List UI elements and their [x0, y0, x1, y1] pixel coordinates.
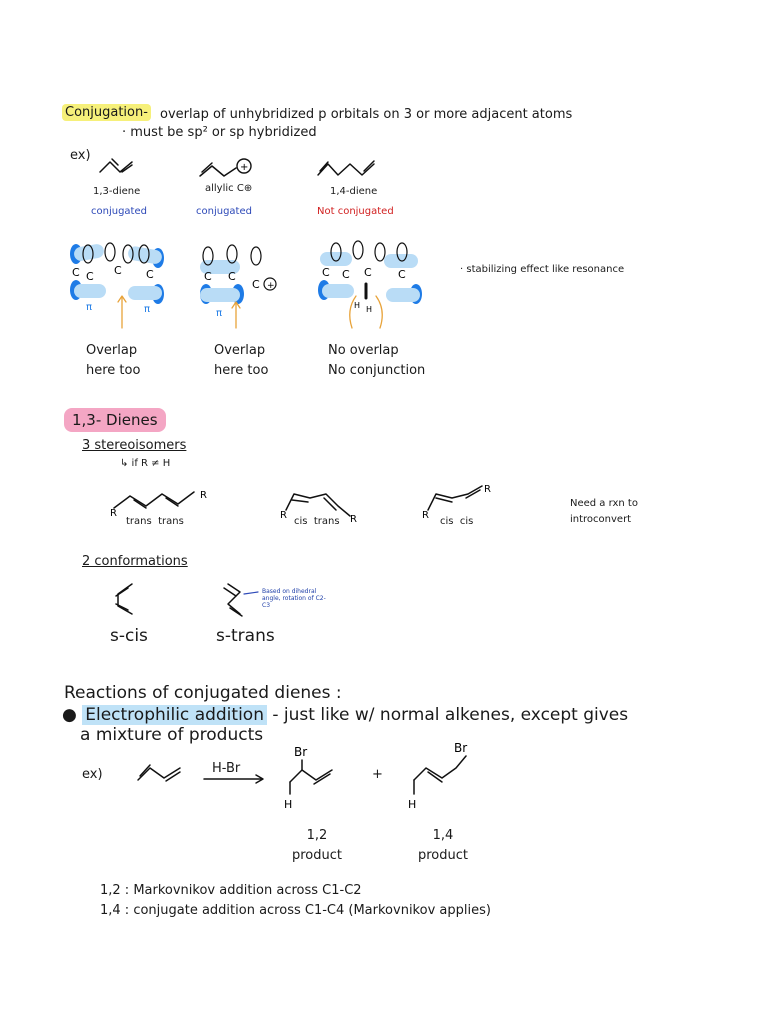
reactions-title: Reactions of conjugated dienes :: [64, 683, 342, 703]
note-14-addition: 1,4 : conjugate addition across C1-C4 (Markovnikov applies): [100, 903, 491, 918]
interconvert-note: Need a rxn to introconvert: [570, 498, 638, 525]
svg-text:C: C: [322, 266, 330, 279]
mixture-text: a mixture of products: [80, 725, 264, 745]
product-12-structure: [278, 746, 348, 810]
svg-text:H: H: [354, 301, 361, 310]
svg-text:H: H: [284, 798, 293, 811]
plus-sign: +: [372, 767, 383, 782]
svg-text:H: H: [408, 798, 417, 811]
svg-text:R: R: [280, 510, 287, 521]
orbital-diagram-allylic: [196, 244, 282, 330]
stereoisomers-note: ↳ if R ≠ H: [120, 458, 171, 469]
conjugation-definition: overlap of unhybridized p orbitals on 3 or more adjacent atoms: [160, 107, 573, 122]
hybridization-note: · must be sp² or sp hybridized: [122, 125, 317, 140]
s-trans-structure: [220, 582, 252, 618]
isomer-label-2: cis trans: [294, 516, 340, 527]
svg-text:Br: Br: [294, 745, 308, 759]
product-14-structure: [402, 740, 482, 810]
diene-13-structure: [98, 155, 138, 175]
reagent-label: H-Br: [212, 761, 241, 776]
isomer-label-3: cis cis: [440, 516, 474, 527]
svg-text:R: R: [350, 514, 357, 525]
stereoisomers-heading: 3 stereoisomers: [82, 438, 187, 453]
orbital-diagram-nonconjugated: [316, 240, 426, 332]
product-12-label: 1,2 product: [292, 828, 343, 863]
s-cis-label: s-cis: [110, 626, 148, 646]
svg-text:R: R: [200, 490, 207, 501]
bullet-dot: ●: [62, 705, 77, 725]
svg-text:+: +: [267, 281, 275, 291]
orbital-note: · stabilizing effect like resonance: [460, 264, 625, 275]
example-name-1: 1,3-diene: [93, 186, 141, 197]
svg-text:C: C: [228, 270, 236, 283]
svg-text:π: π: [86, 302, 93, 313]
orbital-label-2: Overlap here too: [214, 343, 269, 378]
orbital-label-3: No overlap No conjunction: [328, 343, 426, 378]
svg-text:C: C: [252, 278, 260, 291]
example-label: ex): [70, 148, 91, 163]
svg-text:C: C: [398, 268, 406, 281]
note-12-addition: 1,2 : Markovnikov addition across C1-C2: [100, 883, 362, 898]
orbital-label-1: Overlap here too: [86, 343, 141, 378]
svg-text:π: π: [144, 304, 151, 315]
svg-text:R: R: [484, 484, 491, 495]
svg-text:Br: Br: [454, 741, 468, 755]
svg-text:+: +: [240, 162, 249, 173]
example-status-2: conjugated: [196, 206, 252, 217]
dihedral-note: Based on dihedral angle, rotation of C2-C3: [262, 588, 326, 610]
electrophilic-addition-bullet: ● Electrophilic addition - just like w/ normal alkenes, except gives: [62, 705, 629, 725]
svg-text:R: R: [110, 508, 117, 519]
svg-text:C: C: [204, 270, 212, 283]
product-14-label: 1,4 product: [418, 828, 469, 863]
svg-text:C: C: [86, 270, 94, 283]
conjugation-term: Conjugation-: [62, 106, 151, 119]
svg-text:C: C: [72, 266, 80, 279]
svg-text:C: C: [114, 264, 122, 277]
svg-text:R: R: [422, 510, 429, 521]
svg-text:C: C: [342, 268, 350, 281]
allylic-cation-structure: [198, 158, 258, 183]
svg-text:C: C: [146, 268, 154, 281]
example-name-2: allylic C⊕: [205, 183, 253, 194]
isomer-label-1: trans trans: [126, 516, 184, 527]
conformations-heading: 2 conformations: [82, 554, 188, 569]
reaction-example-label: ex): [82, 767, 103, 782]
svg-text:H: H: [366, 305, 373, 314]
svg-text:C: C: [364, 266, 372, 279]
isomer-trans-trans: [110, 488, 220, 518]
orbital-diagram-diene: [66, 240, 176, 332]
butadiene-reactant: [136, 762, 186, 784]
example-status-3: Not conjugated: [317, 206, 394, 217]
reaction-arrow: [202, 774, 268, 784]
dienes-title: 1,3- Dienes: [64, 413, 166, 428]
example-name-3: 1,4-diene: [330, 186, 378, 197]
s-trans-label: s-trans: [216, 626, 275, 646]
example-status-1: conjugated: [91, 206, 147, 217]
s-cis-structure: [112, 582, 142, 616]
isomer-cis-cis: [422, 484, 502, 521]
svg-text:π: π: [216, 308, 223, 319]
diene-14-structure: [316, 158, 378, 178]
